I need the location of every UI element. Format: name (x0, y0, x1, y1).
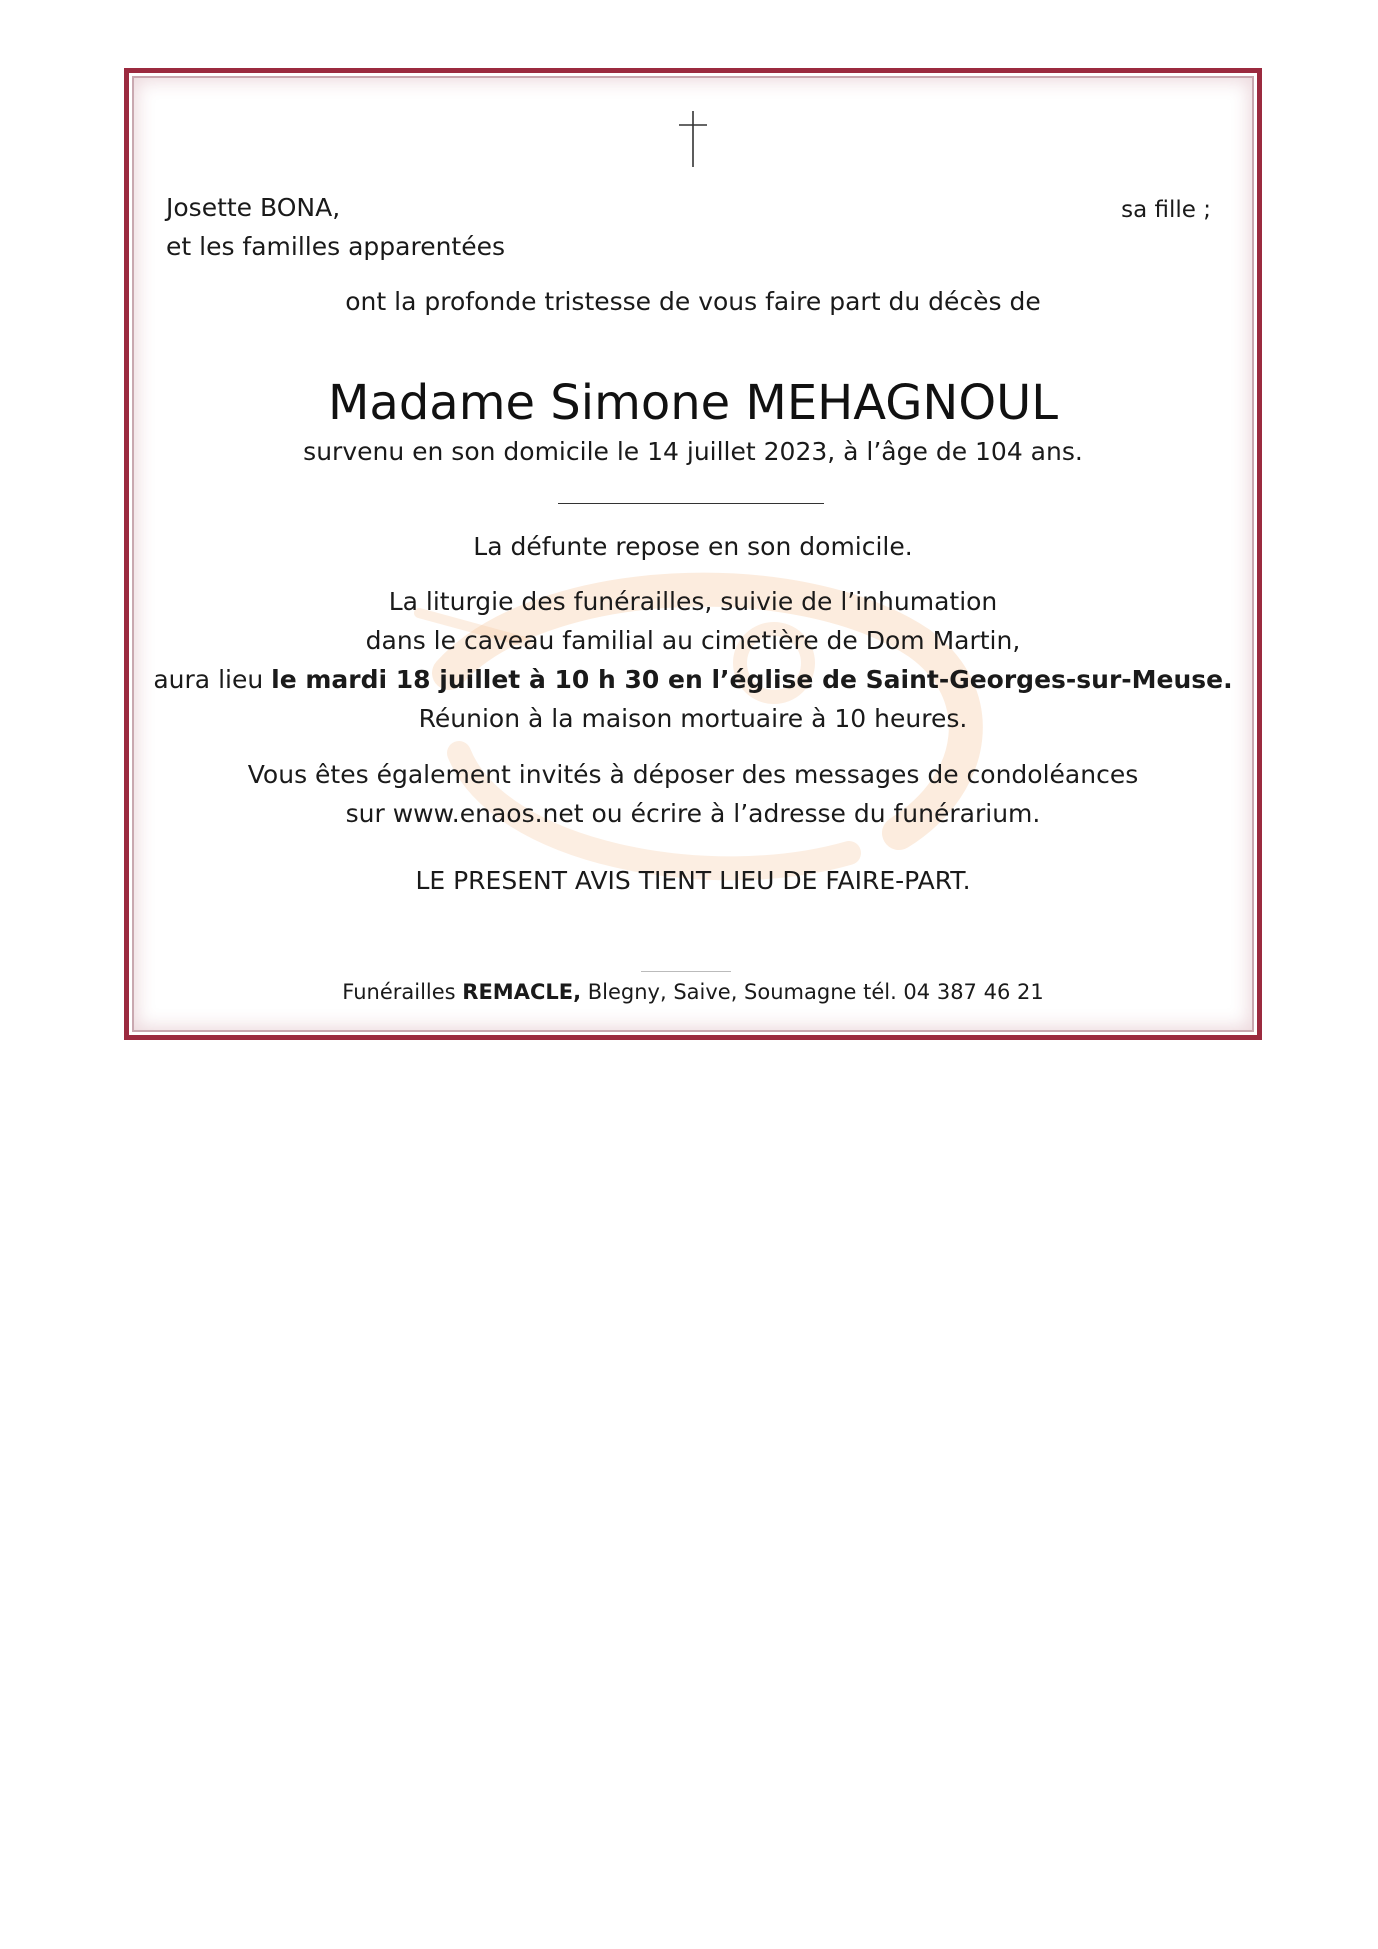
condolences-line-2: sur www.enaos.net ou écrire à l’adresse du funérarium. (345, 799, 1041, 828)
death-details: survenu en son domicile le 14 juillet 2023, à l’âge de 104 ans. (303, 437, 1083, 466)
separator (558, 503, 824, 504)
deceased-name: Madame Simone MEHAGNOUL (328, 375, 1058, 431)
footer-contact: Blegny, Saive, Soumagne tél. 04 387 46 21 (581, 980, 1044, 1004)
announcement: ont la profonde tristesse de vous faire part du décès de (345, 287, 1041, 316)
liturgy-line-1: La liturgie des funérailles, suivie de l’inhumation (388, 587, 998, 616)
faire-part-text: LE PRESENT AVIS TIENT LIEU DE FAIRE-PART. (415, 866, 971, 895)
cross-icon (675, 109, 711, 169)
obituary-frame (124, 68, 1262, 1040)
footer-prefix: Funérailles (342, 980, 463, 1004)
ceremony-details: le mardi 18 juillet à 10 h 30 en l’église de Saint-Georges-sur-Meuse. (271, 665, 1233, 694)
liturgy-prefix: aura lieu (153, 665, 272, 694)
family-relation: sa fille ; (1121, 197, 1211, 223)
condolences-line-1: Vous êtes également invités à déposer des messages de condoléances (247, 760, 1139, 789)
footer-separator (641, 971, 731, 972)
liturgy-line-2: dans le caveau familial au cimetière de Dom Martin, (365, 626, 1021, 655)
funeral-home-footer (129, 977, 1257, 1007)
family-others: et les familles apparentées (166, 232, 506, 261)
meeting-text: Réunion à la maison mortuaire à 10 heures. (418, 704, 968, 733)
liturgy-line-3 (129, 663, 1257, 697)
family-name: Josette BONA, (166, 193, 341, 222)
repose-text: La défunte repose en son domicile. (473, 532, 913, 561)
funeral-home-name: REMACLE, (462, 980, 582, 1004)
